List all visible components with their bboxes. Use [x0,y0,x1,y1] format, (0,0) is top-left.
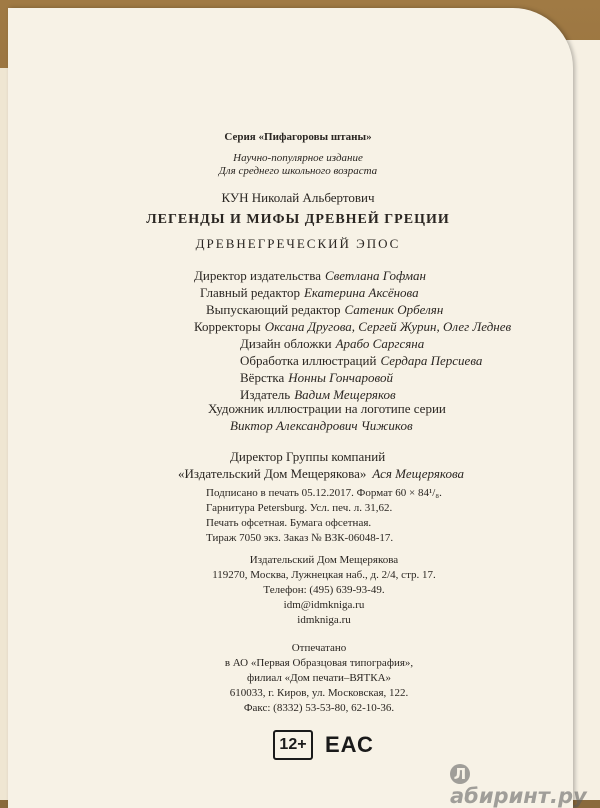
staff-name: Екатерина Аксёнова [303,285,419,300]
group-director-company: «Издательский Дом Мещерякова» [178,466,367,481]
illustrator-role: Художник иллюстрации на логотипе серии [208,401,446,416]
staff-name: Вадим Мещеряков [294,387,396,402]
staff-row [194,267,511,284]
print-info-line: Подписано в печать 05.12.2017. Формат 60 × 84¹/₈. [206,487,442,499]
author-name: КУН Николай Альбертович [221,190,375,205]
staff-row [194,335,511,352]
labirint-watermark [450,760,600,808]
publisher-info-line: Телефон: (495) 639-93-49. [263,584,385,596]
publisher-info-line: 119270, Москва, Лужнецкая наб., д. 2/4, стр. 17. [212,569,436,581]
staff-list [194,267,511,403]
staff-row [194,352,511,369]
group-director-credit [178,448,464,482]
staff-role: Выпускающий редактор [206,302,341,317]
print-info [206,486,442,546]
staff-name: Арабо Саргсяна [335,336,425,351]
staff-name: Сердара Персиева [380,353,483,368]
illustrator-name: Виктор Александрович Чижиков [230,418,413,433]
staff-name: Светлана Гофман [324,268,426,283]
illustrator-credit [208,400,446,434]
staff-row [194,369,511,386]
print-info-line: Гарнитура Petersburg. Усл. печ. л. 31,62. [206,502,393,514]
print-info-line: Тираж 7050 экз. Заказ № ВЗК-06048-17. [206,532,394,544]
staff-role: Вёрстка [240,370,285,385]
staff-role: Директор издательства [194,268,321,283]
group-director-role: Директор Группы компаний [230,449,386,464]
staff-name: Нонны Гончаровой [288,370,393,385]
print-info-line: Печать офсетная. Бумага офсетная. [206,517,372,529]
series-name: Серия «Пифагоровы штаны» [224,131,372,143]
book-page [8,8,573,808]
printing-info-line: Отпечатано [291,642,347,654]
staff-row [194,318,511,335]
staff-row [194,284,511,301]
eac-mark: ЕАС [325,732,374,757]
watermark-text: абиринт.ру [450,784,587,808]
staff-role: Корректоры [194,319,261,334]
staff-name: Оксана Другова, Сергей Журин, Олег Леднев [264,319,512,334]
edition-type: Научно-популярное издание [233,152,363,164]
staff-role: Обработка иллюстраций [240,353,377,368]
book-subtitle: ДРЕВНЕГРЕЧЕСКИЙ ЭПОС [195,236,401,251]
group-director-name: Ася Мещерякова [372,466,465,481]
publisher-info [194,553,454,628]
staff-row [194,301,511,318]
staff-role: Дизайн обложки [240,336,332,351]
printing-info-line: в АО «Первая Образцовая типография», [224,657,414,669]
audience: Для среднего школьного возраста [218,165,378,177]
staff-role: Главный редактор [200,285,300,300]
age-rating-badge: 12+ [273,730,313,760]
publisher-info-line: idm@idmkniga.ru [283,599,365,611]
printing-info-line: филиал «Дом печати–ВЯТКА» [246,672,392,684]
printing-house-info [204,641,434,716]
publisher-info-line: idmkniga.ru [297,614,351,626]
printing-info-line: 610033, г. Киров, ул. Московская, 122. [229,687,409,699]
publisher-info-line: Издательский Дом Мещерякова [249,554,399,566]
watermark-logo-letter: Л [450,764,470,784]
staff-name: Сатеник Орбелян [344,302,444,317]
staff-role: Издатель [240,387,291,402]
printing-info-line: Факс: (8332) 53-53-80, 62-10-36. [243,702,395,714]
book-title: ЛЕГЕНДЫ И МИФЫ ДРЕВНЕЙ ГРЕЦИИ [146,212,450,227]
